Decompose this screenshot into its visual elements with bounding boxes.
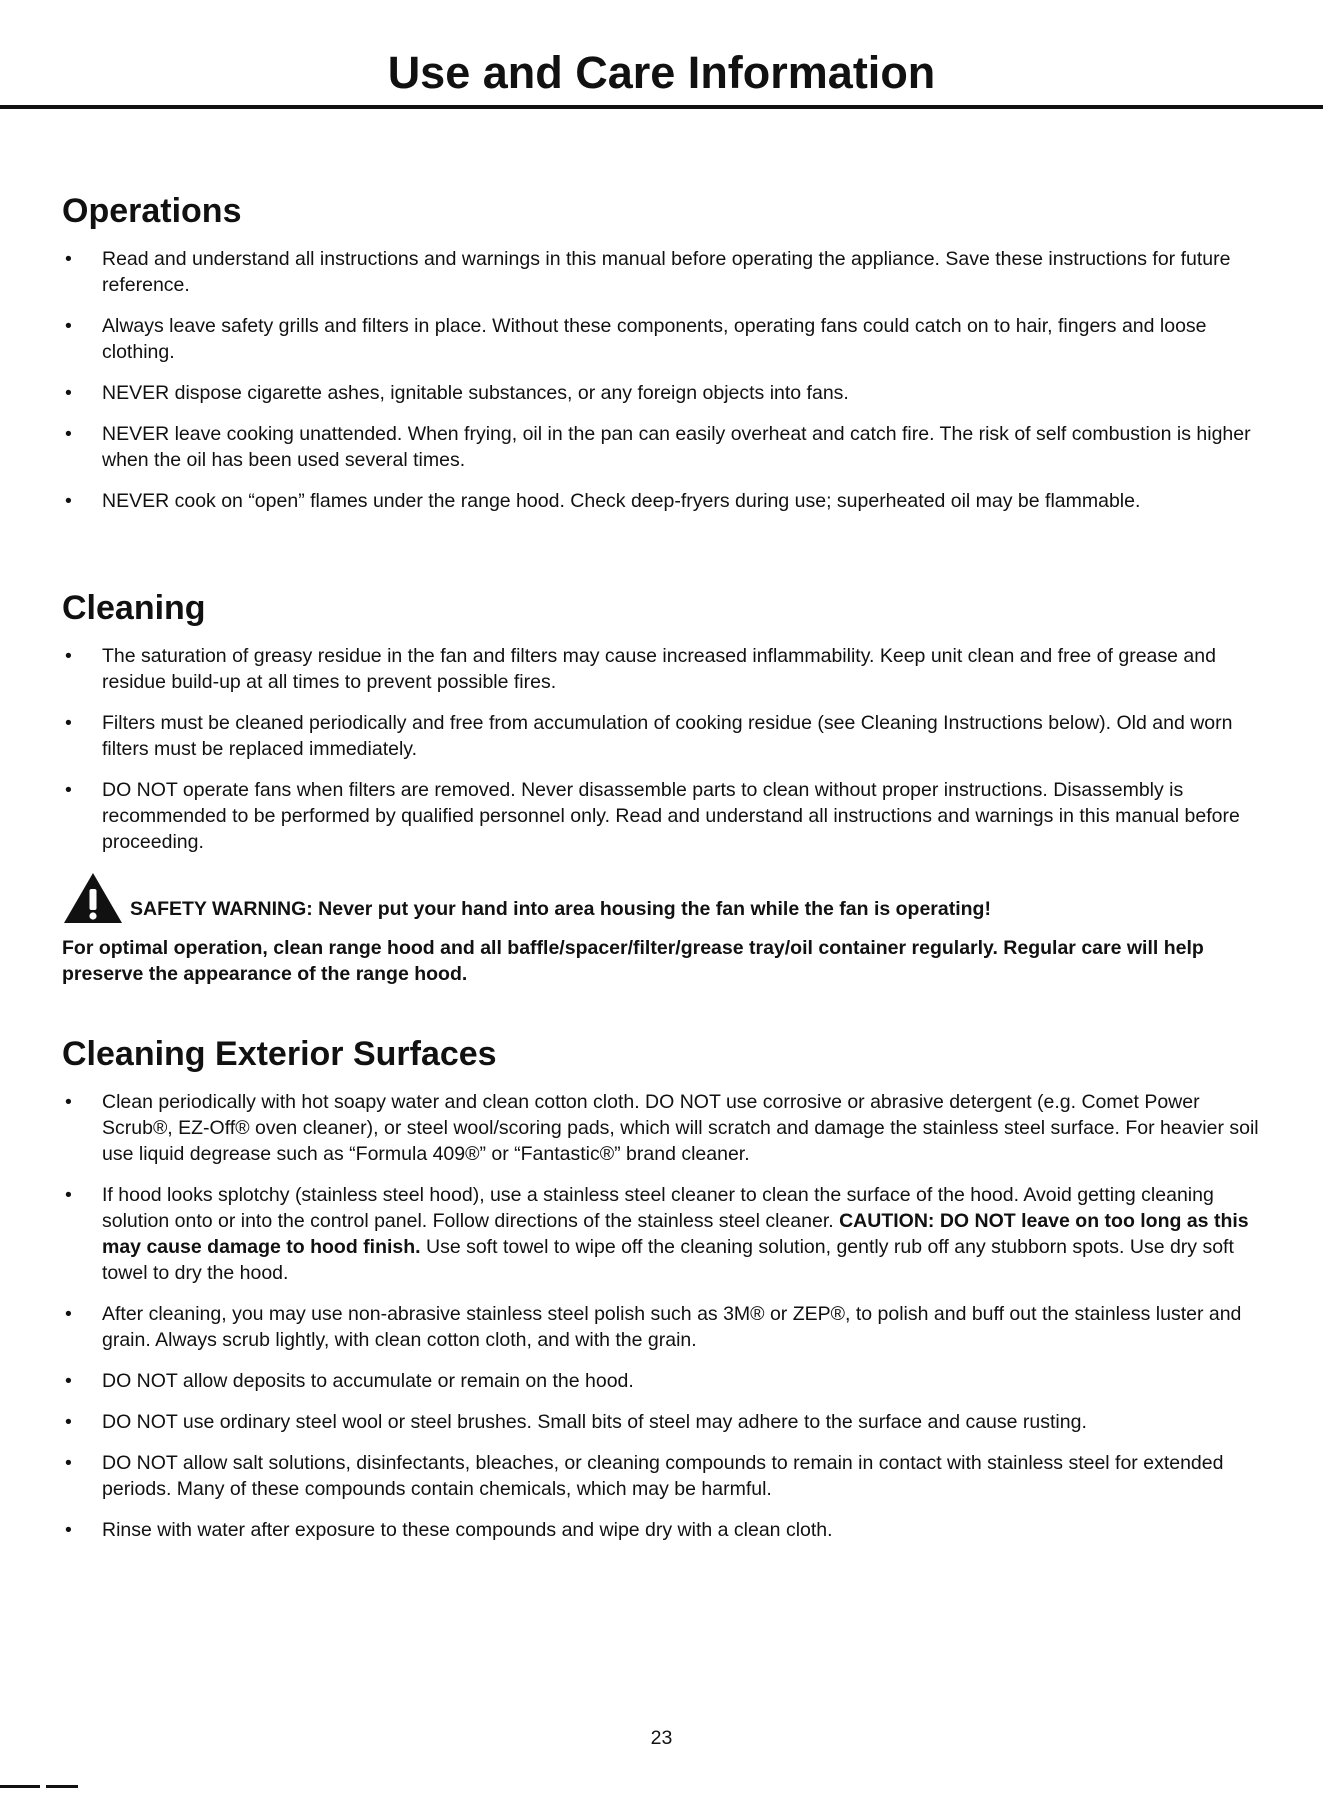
list-item-text: Always leave safety grills and filters in place. Without these components, operating fans could catch on to hair, fingers and loose clothing. (102, 315, 1207, 363)
list-item (62, 380, 1272, 406)
bullet-icon: • (65, 779, 72, 801)
list-item (62, 777, 1272, 855)
bullet-icon: • (65, 423, 72, 445)
page-number: 23 (650, 1727, 673, 1749)
cleaning-list (62, 643, 1272, 855)
list-item-text: NEVER dispose cigarette ashes, ignitable substances, or any foreign objects into fans. (102, 382, 849, 404)
list-item (62, 710, 1272, 762)
warning-triangle-icon (62, 872, 124, 924)
operations-list (62, 246, 1272, 514)
list-item (62, 246, 1272, 298)
list-item (62, 1182, 1272, 1286)
list-item-text: Read and understand all instructions and warnings in this manual before operating the appliance. Save these instructions for future reference. (102, 248, 1231, 296)
list-item-text: DO NOT operate fans when filters are removed. Never disassemble parts to clean without proper instructions. Disassembly is recommended to be performed by qualified personnel only. Read and understand all instructions and warnings in this manual before proceeding. (102, 779, 1240, 853)
list-item-text: NEVER leave cooking unattended. When frying, oil in the pan can easily overheat and catch fire. The risk of self combustion is higher when the oil has been used several times. (102, 423, 1251, 471)
list-item (62, 313, 1272, 365)
cleaning-section (62, 587, 1272, 870)
list-item-text: The saturation of greasy residue in the fan and filters may cause increased inflammability. Keep unit clean and free of grease and residue build-up at all times to prevent possible fires. (102, 645, 1216, 693)
exterior-heading: Cleaning Exterior Surfaces (62, 1035, 497, 1073)
list-item (62, 488, 1272, 514)
exterior-section (62, 1033, 1272, 1558)
list-item (62, 1517, 1272, 1543)
bullet-icon: • (65, 712, 72, 734)
caution-text: CAUTION: DO NOT leave on too long as this may cause damage to hood finish. (102, 1210, 1249, 1258)
list-item (62, 1301, 1272, 1353)
bullet-icon: • (65, 490, 72, 512)
list-item-text: DO NOT allow salt solutions, disinfectants, bleaches, or cleaning compounds to remain in contact with stainless steel for extended periods. Many of these compounds contain chemicals, which may be harmful. (102, 1452, 1224, 1500)
bullet-icon: • (65, 1091, 72, 1113)
list-item-text: Clean periodically with hot soapy water and clean cotton cloth. DO NOT use corrosive or abrasive detergent (e.g. Comet Power Scrub®, EZ-Off® oven cleaner), or steel wool/scoring pads, which will scratch and damage the stainless steel surface. For heavier soil use liquid degrease such as “Formula 409®” or “Fantastic®” brand cleaner. (102, 1091, 1259, 1165)
operations-section (62, 190, 1272, 529)
list-item (62, 1089, 1272, 1167)
list-item-text: Filters must be cleaned periodically and free from accumulation of cooking residue (see Cleaning Instructions below). Old and worn filters must be replaced immediately. (102, 712, 1233, 760)
safety-warning (62, 872, 1272, 924)
bullet-icon: • (65, 645, 72, 667)
list-item (62, 1368, 1272, 1394)
bullet-icon: • (65, 315, 72, 337)
crop-mark (0, 1785, 80, 1789)
list-item (62, 1409, 1272, 1435)
bullet-icon: • (65, 1303, 72, 1325)
bullet-icon: • (65, 1519, 72, 1541)
safety-warning-text: SAFETY WARNING: Never put your hand into area housing the fan while the fan is operating! (130, 898, 991, 920)
bullet-icon: • (65, 248, 72, 270)
list-item-text: DO NOT use ordinary steel wool or steel brushes. Small bits of steel may adhere to the surface and cause rusting. (102, 1411, 1087, 1433)
list-item (62, 421, 1272, 473)
exterior-list (62, 1089, 1272, 1543)
list-item (62, 643, 1272, 695)
bullet-icon: • (65, 1184, 72, 1206)
list-item-text: If hood looks splotchy (stainless steel hood), use a stainless steel cleaner to clean the surface of the hood. Avoid getting cleaning solution onto or into the control panel. Follow directions of the stainless steel cleaner. (102, 1184, 1214, 1232)
bullet-icon: • (65, 1370, 72, 1392)
bullet-icon: • (65, 1452, 72, 1474)
list-item-text: After cleaning, you may use non-abrasive stainless steel polish such as 3M® or ZEP®, to polish and buff out the stainless luster and grain. Always scrub lightly, with clean cotton cloth, and with the grain. (102, 1303, 1242, 1351)
title-rule (0, 105, 1323, 109)
list-item-text: DO NOT allow deposits to accumulate or remain on the hood. (102, 1370, 634, 1392)
list-item-text: Rinse with water after exposure to these compounds and wipe dry with a clean cloth. (102, 1519, 833, 1541)
cleaning-heading: Cleaning (62, 589, 206, 627)
operations-heading: Operations (62, 192, 242, 230)
bullet-icon: • (65, 382, 72, 404)
list-item (62, 1450, 1272, 1502)
page-title: Use and Care Information (387, 47, 936, 98)
list-item-text: NEVER cook on “open” flames under the range hood. Check deep-fryers during use; superheated oil may be flammable. (102, 490, 1141, 512)
bullet-icon: • (65, 1411, 72, 1433)
optimal-operation-note: For optimal operation, clean range hood and all baffle/spacer/filter/grease tray/oil container regularly. Regular care will help preserve the appearance of the range hood. (62, 937, 1204, 985)
list-item-text: Use soft towel to wipe off the cleaning solution, gently rub off any stubborn spots. Use dry soft towel to dry the hood. (102, 1236, 1234, 1284)
